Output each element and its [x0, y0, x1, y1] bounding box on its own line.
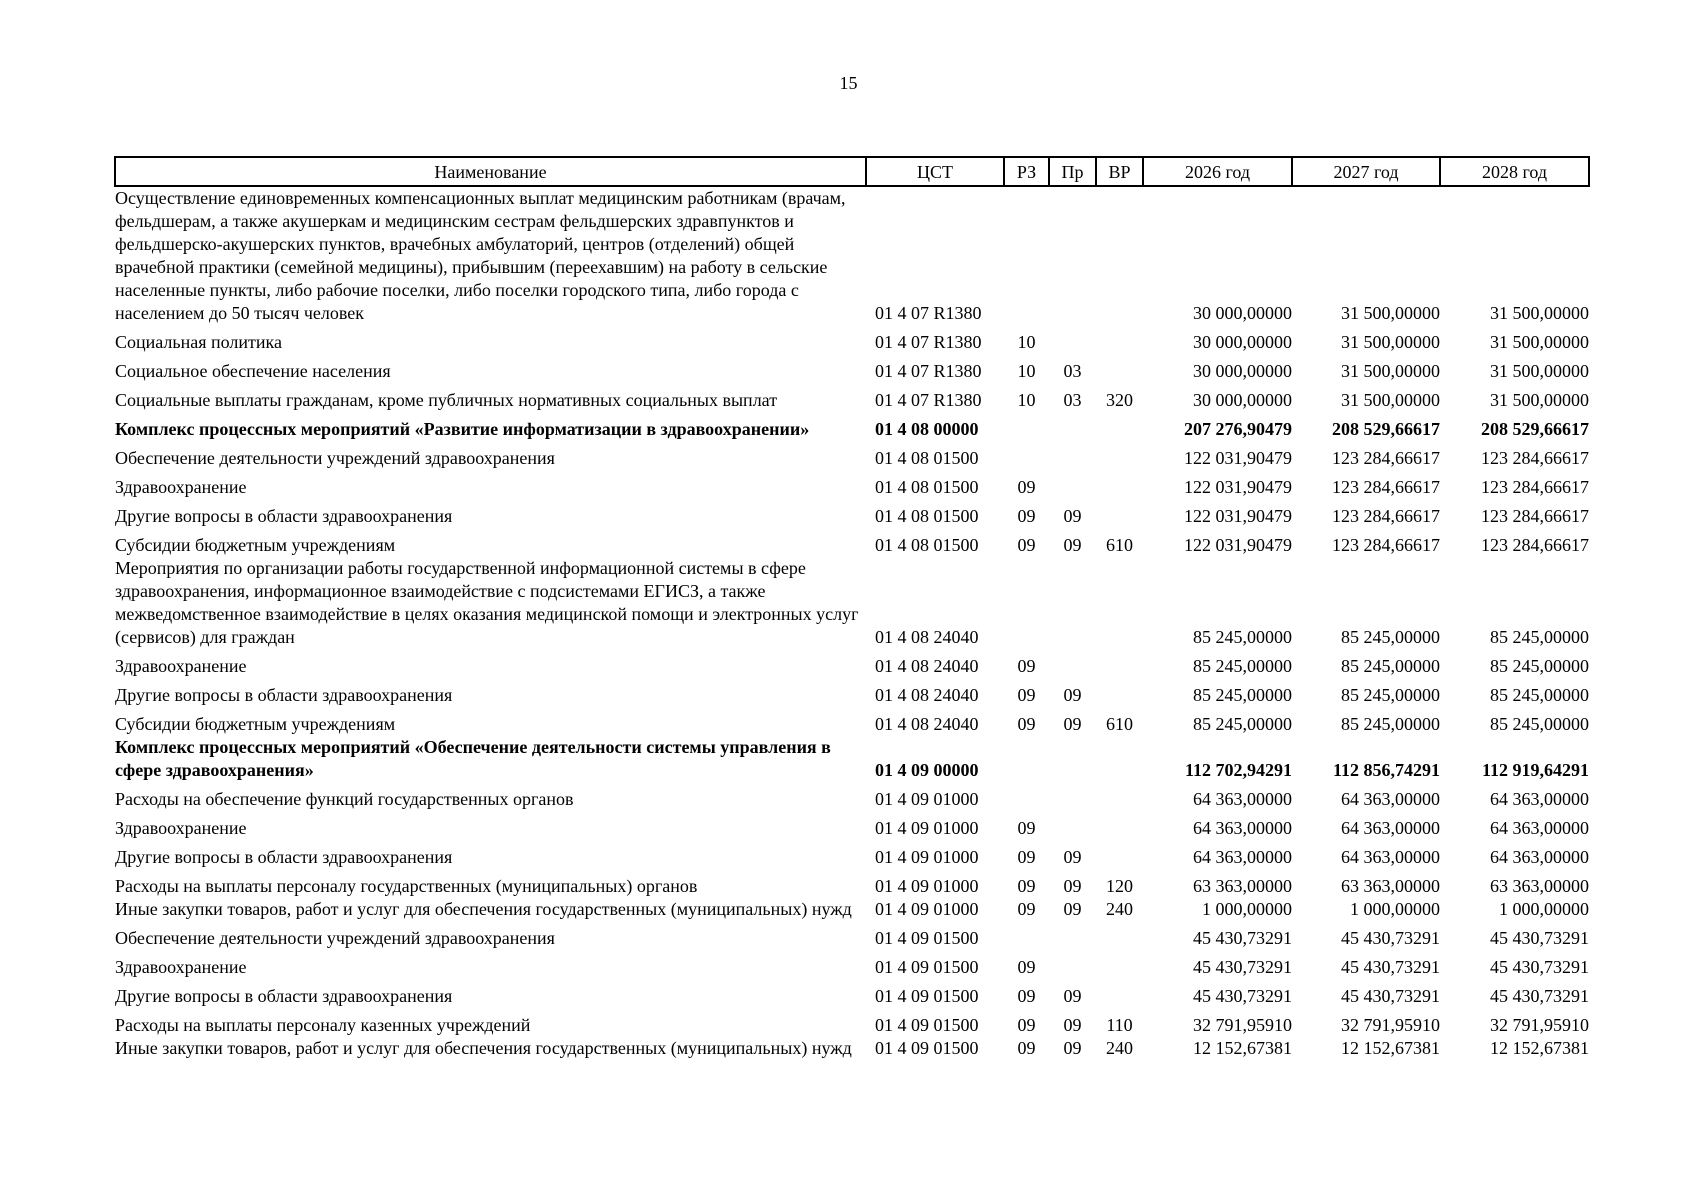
cell-rz: [1004, 186, 1049, 325]
cell-pr: 09: [1063, 847, 1082, 867]
cell-name: Другие вопросы в области здравоохранения: [115, 847, 453, 867]
cell-pr: [1049, 470, 1096, 499]
cell-cst: 01 4 09 01000: [875, 818, 979, 838]
header-cst: ЦСТ: [866, 157, 1004, 186]
cell-2028: 63 363,00000: [1490, 876, 1589, 896]
cell-rz: 10: [1017, 390, 1036, 410]
cell-rz: [1004, 412, 1049, 441]
table-row: [115, 1037, 1589, 1060]
table-row: [115, 354, 1589, 383]
budget-table: [114, 156, 1590, 1060]
cell-vr: [1096, 412, 1143, 441]
cell-name: Расходы на выплаты персоналу государственных (муниципальных) органов: [115, 876, 698, 896]
cell-2027: 12 152,67381: [1341, 1038, 1440, 1058]
cell-name: Другие вопросы в области здравоохранения: [115, 506, 453, 526]
cell-vr: 240: [1106, 1038, 1133, 1058]
cell-2026: 45 430,73291: [1193, 957, 1292, 977]
cell-pr: 09: [1063, 1015, 1082, 1035]
cell-pr: [1049, 950, 1096, 979]
table-row: [115, 898, 1589, 921]
cell-pr: [1049, 649, 1096, 678]
cell-pr: 09: [1063, 1038, 1082, 1058]
cell-rz: 09: [1017, 535, 1036, 555]
cell-2027: 123 284,66617: [1332, 448, 1440, 468]
cell-vr: [1096, 979, 1143, 1008]
cell-2028: 64 363,00000: [1490, 847, 1589, 867]
cell-2027: 85 245,00000: [1341, 627, 1440, 647]
table-row: [115, 811, 1589, 840]
cell-2027: 64 363,00000: [1341, 818, 1440, 838]
header-2028: 2028 год: [1440, 157, 1589, 186]
table-row: [115, 325, 1589, 354]
cell-cst: 01 4 09 01500: [875, 928, 979, 948]
cell-2028: 64 363,00000: [1490, 789, 1589, 809]
table-row: [115, 782, 1589, 811]
cell-vr: [1096, 325, 1143, 354]
cell-2027: 64 363,00000: [1341, 847, 1440, 867]
cell-2027: 31 500,00000: [1341, 361, 1440, 381]
cell-vr: [1096, 678, 1143, 707]
cell-2027: 45 430,73291: [1341, 986, 1440, 1006]
cell-2027: 1 000,00000: [1350, 899, 1440, 919]
cell-vr: 240: [1106, 899, 1133, 919]
header-vr: ВР: [1096, 157, 1143, 186]
cell-pr: [1049, 921, 1096, 950]
cell-cst: 01 4 08 24040: [875, 714, 979, 734]
cell-rz: [1004, 441, 1049, 470]
cell-name: Иные закупки товаров, работ и услуг для обеспечения государственных (муниципальных) нужд: [115, 899, 852, 919]
cell-name: Мероприятия по организации работы государственной информационной системы в сфере здравоохранения, информационное взаимодействие с подсистемами ЕГИСЗ, а также межведомственное взаимодействие в целях оказания медицинской помощи и электронных услуг (сервисов) для граждан: [115, 558, 859, 647]
cell-pr: [1049, 186, 1096, 325]
cell-2028: 31 500,00000: [1490, 361, 1589, 381]
table-row: [115, 557, 1589, 649]
cell-cst: 01 4 07 R1380: [875, 361, 982, 381]
cell-name: Иные закупки товаров, работ и услуг для обеспечения государственных (муниципальных) нужд: [115, 1038, 852, 1058]
cell-pr: [1049, 811, 1096, 840]
cell-cst: 01 4 07 R1380: [875, 390, 982, 410]
cell-vr: [1096, 649, 1143, 678]
cell-2028: 123 284,66617: [1481, 506, 1589, 526]
table-row: [115, 186, 1589, 325]
cell-rz: [1004, 782, 1049, 811]
header-2026: 2026 год: [1143, 157, 1292, 186]
cell-2028: 12 152,67381: [1490, 1038, 1589, 1058]
cell-cst: 01 4 09 01000: [875, 847, 979, 867]
cell-pr: [1049, 325, 1096, 354]
cell-vr: 610: [1106, 535, 1133, 555]
cell-2027: 85 245,00000: [1341, 714, 1440, 734]
cell-cst: 01 4 09 01500: [875, 986, 979, 1006]
cell-2027: 45 430,73291: [1341, 928, 1440, 948]
cell-name: Обеспечение деятельности учреждений здравоохранения: [115, 928, 555, 948]
cell-2027: 63 363,00000: [1341, 876, 1440, 896]
cell-name: Другие вопросы в области здравоохранения: [115, 685, 453, 705]
cell-2026: 64 363,00000: [1193, 789, 1292, 809]
cell-2028: 208 529,66617: [1481, 419, 1589, 439]
cell-pr: [1049, 736, 1096, 782]
cell-2028: 31 500,00000: [1490, 303, 1589, 323]
table-row: [115, 921, 1589, 950]
table-row: [115, 441, 1589, 470]
cell-2026: 32 791,95910: [1193, 1015, 1292, 1035]
cell-2026: 30 000,00000: [1193, 390, 1292, 410]
cell-2027: 31 500,00000: [1341, 390, 1440, 410]
cell-vr: [1096, 499, 1143, 528]
cell-name: Здравоохранение: [115, 957, 247, 977]
cell-2026: 63 363,00000: [1193, 876, 1292, 896]
table-row: [115, 1008, 1589, 1037]
cell-rz: 09: [1017, 506, 1036, 526]
cell-name: Субсидии бюджетным учреждениям: [115, 535, 396, 555]
cell-2027: 45 430,73291: [1341, 957, 1440, 977]
cell-name: Здравоохранение: [115, 656, 247, 676]
cell-2027: 31 500,00000: [1341, 332, 1440, 352]
cell-vr: 120: [1106, 876, 1133, 896]
cell-pr: [1049, 412, 1096, 441]
cell-rz: 10: [1017, 332, 1036, 352]
cell-name: Социальная политика: [115, 332, 282, 352]
cell-rz: 09: [1017, 1015, 1036, 1035]
cell-2028: 31 500,00000: [1490, 390, 1589, 410]
cell-cst: 01 4 08 24040: [875, 685, 979, 705]
cell-2026: 1 000,00000: [1202, 899, 1292, 919]
cell-pr: 09: [1063, 876, 1082, 896]
cell-rz: 09: [1017, 1038, 1036, 1058]
cell-pr: 09: [1063, 685, 1082, 705]
cell-cst: 01 4 09 01000: [875, 899, 979, 919]
cell-cst: 01 4 08 01500: [875, 535, 979, 555]
cell-2026: 30 000,00000: [1193, 332, 1292, 352]
table-row: [115, 707, 1589, 736]
cell-2027: 123 284,66617: [1332, 535, 1440, 555]
cell-name: Здравоохранение: [115, 477, 247, 497]
cell-vr: [1096, 811, 1143, 840]
table-row: [115, 950, 1589, 979]
cell-2028: 85 245,00000: [1490, 656, 1589, 676]
cell-2026: 207 276,90479: [1184, 419, 1292, 439]
cell-2028: 123 284,66617: [1481, 448, 1589, 468]
cell-2028: 123 284,66617: [1481, 477, 1589, 497]
cell-2028: 31 500,00000: [1490, 332, 1589, 352]
cell-vr: [1096, 557, 1143, 649]
cell-cst: 01 4 07 R1380: [875, 332, 982, 352]
cell-2026: 64 363,00000: [1193, 818, 1292, 838]
header-row: [115, 157, 1589, 186]
cell-vr: [1096, 736, 1143, 782]
cell-2027: 32 791,95910: [1341, 1015, 1440, 1035]
cell-rz: 09: [1017, 957, 1036, 977]
cell-2028: 45 430,73291: [1490, 986, 1589, 1006]
cell-2026: 85 245,00000: [1193, 714, 1292, 734]
cell-cst: 01 4 09 01500: [875, 957, 979, 977]
cell-name: Социальное обеспечение населения: [115, 361, 391, 381]
cell-cst: 01 4 08 01500: [875, 506, 979, 526]
table-row: [115, 383, 1589, 412]
cell-name: Комплекс процессных мероприятий «Развитие информатизации в здравоохранении»: [115, 419, 810, 439]
cell-2028: 123 284,66617: [1481, 535, 1589, 555]
table-row: [115, 869, 1589, 898]
cell-rz: 10: [1017, 361, 1036, 381]
header-rz: РЗ: [1004, 157, 1049, 186]
cell-vr: [1096, 441, 1143, 470]
cell-2026: 122 031,90479: [1184, 535, 1292, 555]
cell-cst: 01 4 08 00000: [875, 419, 979, 439]
cell-2027: 64 363,00000: [1341, 789, 1440, 809]
cell-2028: 85 245,00000: [1490, 627, 1589, 647]
cell-cst: 01 4 09 01000: [875, 789, 979, 809]
cell-cst: 01 4 09 01000: [875, 876, 979, 896]
cell-vr: [1096, 186, 1143, 325]
cell-cst: 01 4 08 01500: [875, 448, 979, 468]
cell-2026: 64 363,00000: [1193, 847, 1292, 867]
table-row: [115, 528, 1589, 557]
cell-rz: 09: [1017, 477, 1036, 497]
cell-pr: [1049, 782, 1096, 811]
cell-2026: 122 031,90479: [1184, 448, 1292, 468]
cell-cst: 01 4 09 01500: [875, 1015, 979, 1035]
cell-vr: 110: [1106, 1015, 1133, 1035]
cell-name: Осуществление единовременных компенсационных выплат медицинским работникам (врачам, фельдшерам, а также акушеркам и медицинским сестрам фельдшерских здравпунктов и фельдшерско-акушерских пунктов, врачебных амбулаторий, центров (отделений) общей врачебной практики (семейной медицины), прибывшим (переехавшим) на работу в сельские населенные пункты, либо рабочие поселки, либо поселки городского типа, либо города с населением до 50 тысяч человек: [115, 188, 846, 323]
cell-2027: 31 500,00000: [1341, 303, 1440, 323]
cell-pr: 03: [1063, 390, 1082, 410]
cell-cst: 01 4 09 00000: [875, 760, 979, 780]
table-row: [115, 736, 1589, 782]
table-row: [115, 678, 1589, 707]
cell-vr: [1096, 470, 1143, 499]
table-row: [115, 649, 1589, 678]
cell-pr: 03: [1063, 361, 1082, 381]
cell-2026: 30 000,00000: [1193, 361, 1292, 381]
cell-2027: 85 245,00000: [1341, 656, 1440, 676]
cell-name: Социальные выплаты гражданам, кроме публичных нормативных социальных выплат: [115, 390, 778, 410]
cell-vr: [1096, 950, 1143, 979]
cell-rz: [1004, 557, 1049, 649]
table-row: [115, 979, 1589, 1008]
cell-rz: 09: [1017, 818, 1036, 838]
cell-vr: 610: [1106, 714, 1133, 734]
table-row: [115, 840, 1589, 869]
cell-pr: [1049, 557, 1096, 649]
cell-2026: 30 000,00000: [1193, 303, 1292, 323]
cell-2026: 85 245,00000: [1193, 656, 1292, 676]
cell-2026: 112 702,94291: [1184, 760, 1292, 780]
cell-vr: [1096, 921, 1143, 950]
cell-rz: 09: [1017, 899, 1036, 919]
header-pr: Пр: [1049, 157, 1096, 186]
cell-2026: 45 430,73291: [1193, 986, 1292, 1006]
table-row: [115, 470, 1589, 499]
cell-pr: [1049, 441, 1096, 470]
cell-2026: 85 245,00000: [1193, 627, 1292, 647]
cell-2028: 85 245,00000: [1490, 685, 1589, 705]
cell-name: Другие вопросы в области здравоохранения: [115, 986, 453, 1006]
cell-cst: 01 4 08 24040: [875, 627, 979, 647]
cell-pr: 09: [1063, 535, 1082, 555]
table-row: [115, 499, 1589, 528]
cell-rz: 09: [1017, 847, 1036, 867]
cell-name: Здравоохранение: [115, 818, 247, 838]
cell-2027: 123 284,66617: [1332, 506, 1440, 526]
cell-2026: 45 430,73291: [1193, 928, 1292, 948]
cell-2028: 64 363,00000: [1490, 818, 1589, 838]
cell-pr: 09: [1063, 899, 1082, 919]
cell-2026: 122 031,90479: [1184, 506, 1292, 526]
cell-2028: 45 430,73291: [1490, 957, 1589, 977]
cell-rz: 09: [1017, 656, 1036, 676]
cell-rz: 09: [1017, 876, 1036, 896]
cell-name: Обеспечение деятельности учреждений здравоохранения: [115, 448, 555, 468]
cell-pr: 09: [1063, 506, 1082, 526]
cell-vr: [1096, 354, 1143, 383]
header-2027: 2027 год: [1292, 157, 1440, 186]
cell-2028: 45 430,73291: [1490, 928, 1589, 948]
cell-name: Расходы на выплаты персоналу казенных учреждений: [115, 1015, 531, 1035]
cell-rz: [1004, 921, 1049, 950]
cell-vr: [1096, 840, 1143, 869]
cell-2027: 123 284,66617: [1332, 477, 1440, 497]
cell-pr: 09: [1063, 714, 1082, 734]
cell-rz: [1004, 736, 1049, 782]
cell-name: Расходы на обеспечение функций государственных органов: [115, 789, 574, 809]
cell-name: Субсидии бюджетным учреждениям: [115, 714, 396, 734]
cell-2027: 85 245,00000: [1341, 685, 1440, 705]
cell-cst: 01 4 08 24040: [875, 656, 979, 676]
cell-2026: 85 245,00000: [1193, 685, 1292, 705]
cell-2026: 122 031,90479: [1184, 477, 1292, 497]
cell-rz: 09: [1017, 714, 1036, 734]
cell-rz: 09: [1017, 685, 1036, 705]
cell-pr: 09: [1063, 986, 1082, 1006]
cell-2027: 208 529,66617: [1332, 419, 1440, 439]
cell-rz: 09: [1017, 986, 1036, 1006]
cell-vr: [1096, 782, 1143, 811]
table-row: [115, 412, 1589, 441]
cell-2028: 85 245,00000: [1490, 714, 1589, 734]
table-body: [115, 186, 1589, 1060]
cell-cst: 01 4 09 01500: [875, 1038, 979, 1058]
cell-cst: 01 4 08 01500: [875, 477, 979, 497]
cell-2026: 12 152,67381: [1193, 1038, 1292, 1058]
cell-name: Комплекс процессных мероприятий «Обеспечение деятельности системы управления в сфере здравоохранения»: [115, 737, 831, 780]
cell-2028: 1 000,00000: [1499, 899, 1589, 919]
cell-2028: 32 791,95910: [1490, 1015, 1589, 1035]
header-name: Наименование: [115, 157, 866, 186]
cell-vr: 320: [1106, 390, 1133, 410]
cell-2028: 112 919,64291: [1481, 760, 1589, 780]
cell-2027: 112 856,74291: [1332, 760, 1440, 780]
page-number: 15: [839, 73, 858, 93]
cell-cst: 01 4 07 R1380: [875, 303, 982, 323]
